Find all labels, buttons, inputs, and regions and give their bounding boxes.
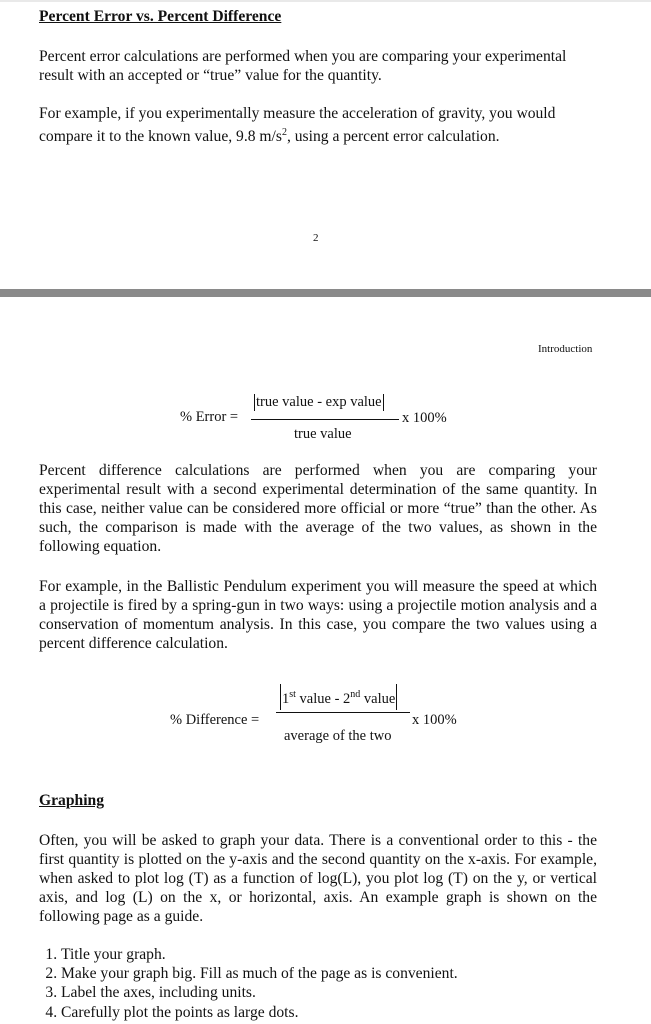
top-border [0,0,651,2]
paragraph-percent-error-intro: Percent error calculations are performed when you are comparing your experimental result with an accepted or “true” value for the quantity. [39,48,567,84]
second-superscript: nd [350,689,361,700]
percent-difference-numerator [280,684,397,710]
gravity-example-text-end: , using a percent error calculation. [286,128,500,146]
running-header: Introduction [538,343,593,355]
percent-difference-denominator: average of the two [284,728,392,744]
percent-difference-fraction-bar [276,712,410,713]
first-superscript: st [289,689,296,700]
section-title-graphing: Graphing [39,792,104,809]
percent-error-label: % Error = [180,409,239,425]
page-separator [0,289,651,297]
graphing-steps-list [39,945,621,1022]
list-item: 3. Label the axes, including units. [61,983,621,1002]
percent-difference-multiplier: x 100% [412,712,457,728]
paragraph-percent-difference-intro: Percent difference calculations are performed when you are comparing your experimental result with a second experimental determination of the same quantity. In this case, neither value can be considered more official or more “true” than the other. As such, the comparison is made with the average of the two values, as shown in the following equation. [39,462,597,555]
list-item: 4. Carefully plot the points as large dots. [61,1003,621,1022]
paragraph-ballistic-pendulum-example: For example, in the Ballistic Pendulum experiment you will measure the speed at which a projectile is fired by a spring-gun in two ways: using a projectile motion analysis and a conservation of momentum analysis. In this case, you compare the two values using a percent difference calculation. [39,578,597,652]
first-label: 1 [282,690,290,707]
section-title-percent-error: Percent Error vs. Percent Difference [39,8,282,25]
percent-difference-label: % Difference = [170,712,260,728]
gravity-example-text: For example, if you experimentally measure the acceleration of gravity, you would compare it to the known value, 9.8 m/s [39,105,556,146]
percent-error-multiplier: x 100% [402,410,447,426]
percent-error-numerator: true value - exp value [256,394,382,410]
gravity-unit-exponent: 2 [281,127,287,138]
value-label: value [360,690,396,707]
list-item: 2. Make your graph big. Fill as much of the page as is convenient. [61,964,621,983]
paragraph-graphing: Often, you will be asked to graph your data. There is a conventional order to this - the first quantity is plotted on the y-axis and the second quantity on the x-axis. For example, when asked to plot log (T) as a function of log(L), you plot log (T) on the y, or vertical axis, and log (L) on the x, or horizontal, axis. An example graph is shown on the following page as a guide. [39,832,597,925]
list-item: 1. Title your graph. [61,945,621,964]
second-label: value - 2 [295,690,351,707]
page-number: 2 [313,232,319,244]
percent-error-fraction-bar [251,419,399,420]
percent-error-denominator: true value [294,426,352,442]
paragraph-gravity-example [39,104,605,146]
